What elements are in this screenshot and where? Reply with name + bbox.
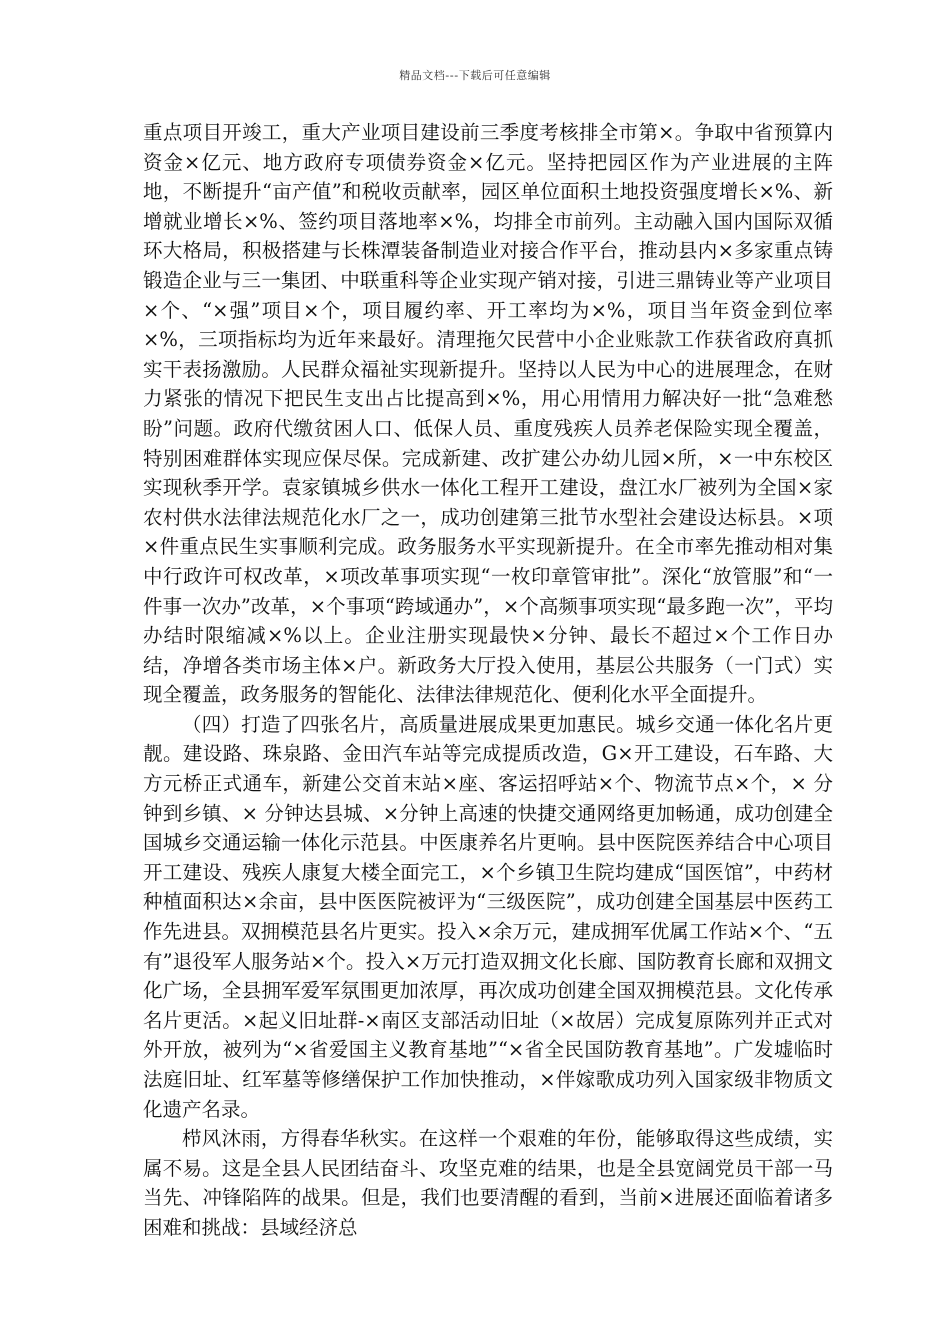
document-body	[143, 118, 833, 1243]
paragraph-2: （四）打造了四张名片，高质量进展成果更加惠民。城乡交通一体化名片更靓。建设路、珠泉路、金田汽车站等完成提质改造，G×开工建设，石车路、大方元桥正式通车，新建公交首末站×座、客运招呼站×个、物流节点×个，× 分钟到乡镇、× 分钟达县城、×分钟上高速的快捷交通网络更加畅通，成功创建全国城乡交通运输一体化示范县。中医康养名片更响。县中医院医养结合中心项目开工建设、残疾人康复大楼全面完工，×个乡镇卫生院均建成“国医馆”，中药材种植面积达×余亩，县中医医院被评为“三级医院”，成功创建全国基层中医药工作先进县。双拥模范县名片更实。投入×余万元，建成拥军优属工作站×个、“五有”退役军人服务站×个。投入×万元打造双拥文化长廊、国防教育长廊和双拥文化广场，全县拥军爱军氛围更加浓厚，再次成功创建全国双拥模范县。文化传承名片更活。×起义旧址群-×南区支部活动旧址（×故居）完成复原陈列并正式对外开放，被列为“×省爱国主义教育基地”“×省全民国防教育基地”。广发墟临时法庭旧址、红军墓等修缮保护工作加快推动，×伴嫁歌成功列入国家级非物质文化遗产名录。	[143, 712, 833, 1121]
paragraph-1: 重点项目开竣工，重大产业项目建设前三季度考核排全市第×。争取中省预算内资金×亿元、地方政府专项债券资金×亿元。坚持把园区作为产业进展的主阵地，不断提升“亩产值”和税收贡献率，园区单位面积土地投资强度增长×%、新增就业增长×%、签约项目落地率×%，均排全市前列。主动融入国内国际双循环大格局，积极搭建与长株潭装备制造业对接合作平台，推动县内×多家重点铸锻造企业与三一集团、中联重科等企业实现产销对接，引进三鼎铸业等产业项目×个、“×强”项目×个，项目履约率、开工率均为×%，项目当年资金到位率×%，三项指标均为近年来最好。清理拖欠民营中小企业账款工作获省政府真抓实干表扬激励。人民群众福祉实现新提升。坚持以人民为中心的进展理念，在财力紧张的情况下把民生支出占比提高到×%，用心用情用力解决好一批“急难愁盼”问题。政府代缴贫困人口、低保人员、重度残疾人员养老保险实现全覆盖，特别困难群体实现应保尽保。完成新建、改扩建公办幼儿园×所，×一中东校区实现秋季开学。袁家镇城乡供水一体化工程开工建设，盘江水厂被列为全国×家农村供水法律法规范化水厂之一，成功创建第三批节水型社会建设达标县。×项×件重点民生实事顺利完成。政务服务水平实现新提升。在全市率先推动相对集中行政许可权改革，×项改革事项实现“一枚印章管审批”。深化“放管服”和“一件事一次办”改革，×个事项“跨域通办”，×个高频事项实现“最多跑一次”，平均办结时限缩减×%以上。企业注册实现最快×分钟、最长不超过×个工作日办结，净增各类市场主体×户。新政务大厅投入使用，基层公共服务（一门式）实现全覆盖，政务服务的智能化、法律法律规范化、便利化水平全面提升。	[143, 121, 833, 707]
page-header: 精品文档---下载后可任意编辑	[399, 69, 551, 82]
paragraph-3: 栉风沐雨，方得春华秋实。在这样一个艰难的年份，能够取得这些成绩，实属不易。这是全县人民团结奋斗、攻坚克难的结果，也是全县宽阔党员干部一马当先、冲锋陷阵的战果。但是，我们也要清醒的看到，当前×进展还面临着诸多困难和挑战：县域经济总	[143, 1127, 833, 1239]
